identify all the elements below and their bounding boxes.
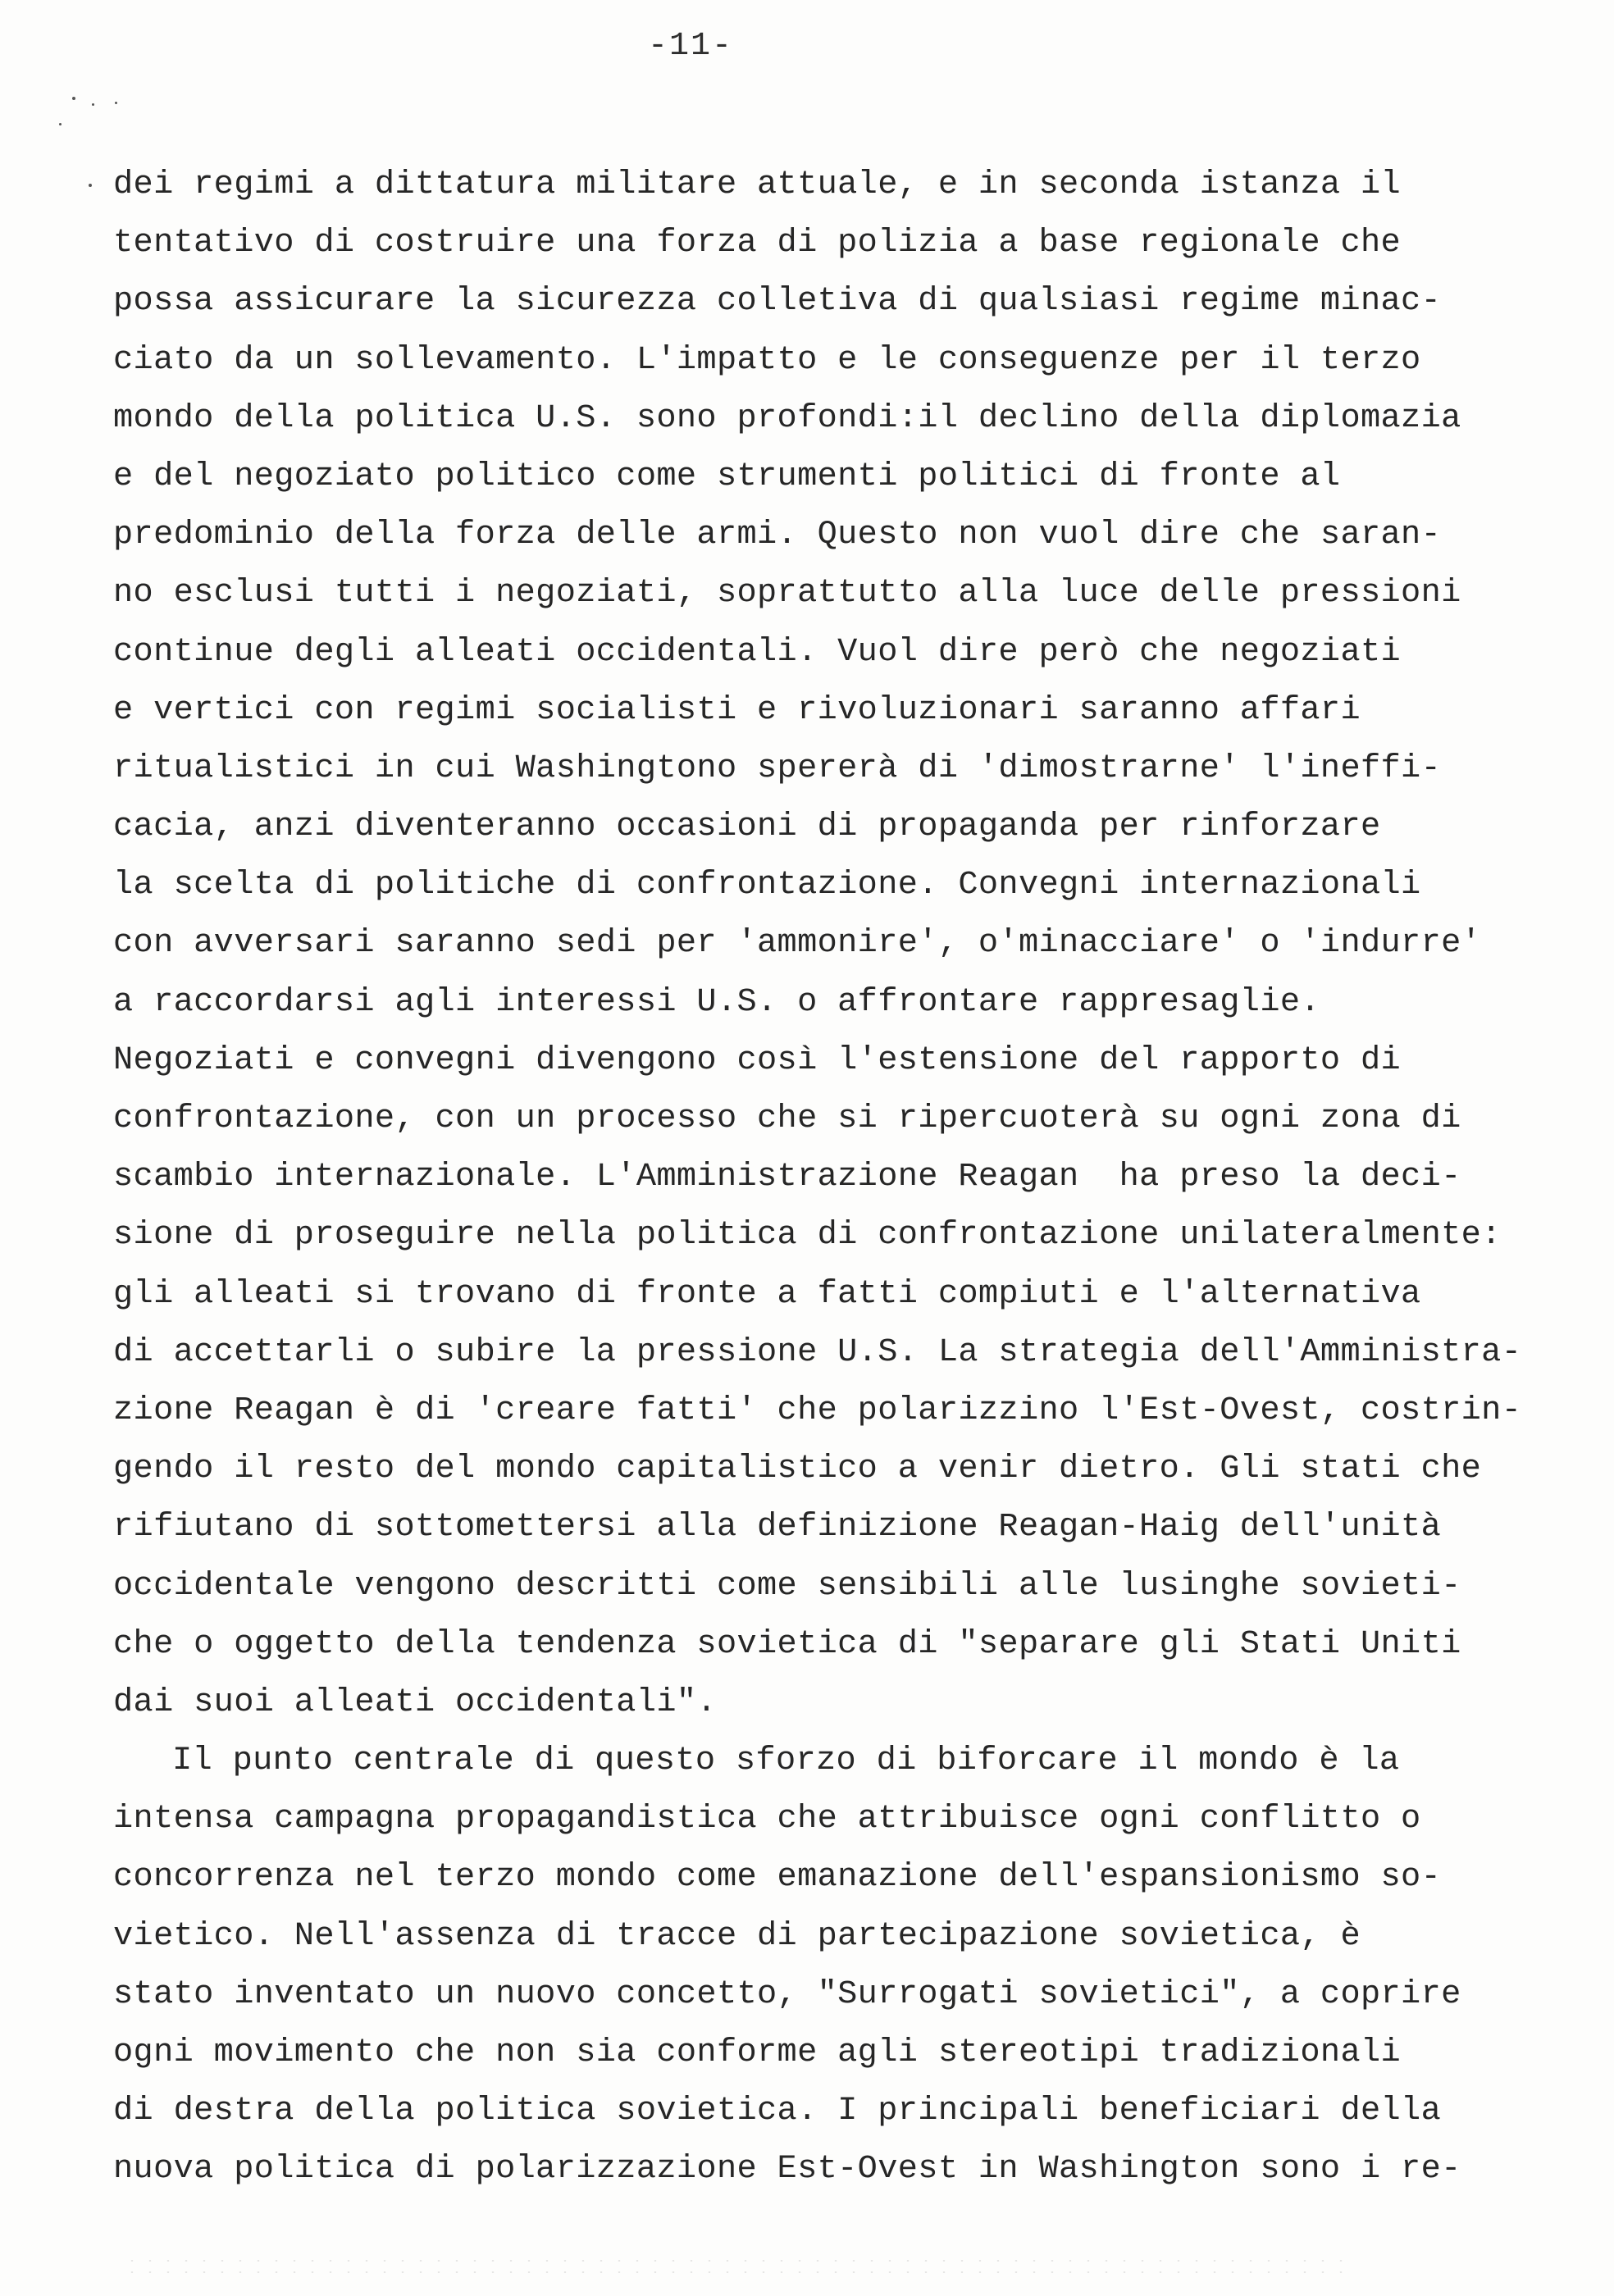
text-line: ciato da un sollevamento. L'impatto e le conseguenze per il terzo	[113, 340, 1421, 379]
scan-speck	[59, 123, 62, 125]
text-line: gendo il resto del mondo capitalistico a venir dietro. Gli stati che	[113, 1450, 1482, 1488]
text-line: vietico. Nell'assenza di tracce di partecipazione sovietica, è	[113, 1916, 1361, 1955]
text-line: di destra della politica sovietica. I principali beneficiari della	[113, 2092, 1442, 2130]
text-line: occidentale vengono descritti come sensibili alle lusinghe sovieti-	[113, 1566, 1461, 1605]
scan-noise	[123, 2255, 1353, 2280]
text-line: zione Reagan è di 'creare fatti' che polarizzino l'Est-Ovest, costrin-	[113, 1391, 1522, 1429]
text-line: ritualistici in cui Washingtono spererà di 'dimostrarne' l'ineffi-	[113, 749, 1442, 787]
text-line: che o oggetto della tendenza sovietica di "separare gli Stati Uniti	[113, 1624, 1461, 1663]
text-line: intensa campagna propagandistica che attribuisce ogni conflitto o	[113, 1800, 1421, 1838]
text-line: continue degli alleati occidentali. Vuol dire però che negoziati	[113, 632, 1402, 671]
text-line: scambio internazionale. L'Amministrazione Reagan ha preso la deci-	[113, 1158, 1461, 1196]
body-text	[113, 156, 1532, 2199]
page-number: -11-	[648, 28, 734, 65]
text-line: Il punto centrale di questo sforzo di biforcare il mondo è la	[172, 1742, 1400, 1780]
text-line: confrontazione, con un processo che si ripercuoterà su ogni zona di	[113, 1100, 1461, 1137]
text-line: ogni movimento che non sia conforme agli stereotipi tradizionali	[113, 2034, 1402, 2071]
text-line: rifiutano di sottomettersi alla definizione Reagan-Haig dell'unità	[113, 1508, 1442, 1547]
text-line: dei regimi a dittatura militare attuale, e in seconda istanza il	[113, 166, 1402, 203]
text-line: di accettarli o subire la pressione U.S. La strategia dell'Amministra-	[113, 1332, 1522, 1371]
text-line: cacia, anzi diventeranno occasioni di propaganda per rinforzare	[113, 808, 1381, 846]
text-line: gli alleati si trovano di fronte a fatti compiuti e l'alternativa	[113, 1274, 1421, 1313]
text-line: stato inventato un nuovo concetto, "Surrogati sovietici", a coprire	[113, 1975, 1461, 2013]
text-line: nuova politica di polarizzazione Est-Ovest in Washington sono i re-	[113, 2150, 1461, 2189]
text-line: mondo della politica U.S. sono profondi:il declino della diplomazia	[113, 399, 1461, 437]
text-line: e vertici con regimi socialisti e rivoluzionari saranno affari	[113, 690, 1361, 729]
scan-speck	[115, 102, 117, 104]
text-line: no esclusi tutti i negoziati, soprattutto alla luce delle pressioni	[113, 574, 1461, 613]
text-line: dai suoi alleati occidentali".	[113, 1683, 717, 1721]
scan-speck	[92, 103, 94, 106]
scan-speck	[72, 97, 75, 100]
text-line: la scelta di politiche di confrontazione. Convegni internazionali	[113, 866, 1421, 904]
scan-speck	[89, 184, 92, 187]
text-line: e del negoziato politico come strumenti politici di fronte al	[113, 457, 1341, 495]
text-line: predominio della forza delle armi. Questo non vuol dire che saran-	[113, 516, 1442, 554]
text-line: con avversari saranno sedi per 'ammonire', o'minacciare' o 'indurre'	[113, 924, 1482, 963]
text-line: tentativo di costruire una forza di polizia a base regionale che	[113, 224, 1402, 262]
text-line: Negoziati e convegni divengono così l'estensione del rapporto di	[113, 1041, 1402, 1079]
text-line: possa assicurare la sicurezza colletiva di qualsiasi regime minac-	[113, 282, 1442, 321]
text-line: sione di proseguire nella politica di confrontazione unilateralmente:	[113, 1216, 1502, 1255]
text-line: a raccordarsi agli interessi U.S. o affrontare rappresaglie.	[113, 982, 1320, 1021]
text-line: concorrenza nel terzo mondo come emanazione dell'espansionismo so-	[113, 1858, 1442, 1897]
